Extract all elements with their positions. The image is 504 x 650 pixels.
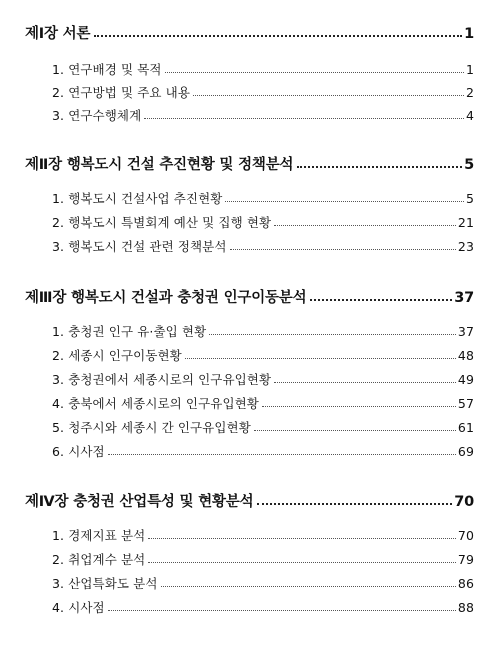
- toc-chapter-1[interactable]: [25, 22, 474, 43]
- toc-item[interactable]: [52, 394, 474, 412]
- dot-leader: [310, 298, 452, 301]
- toc-item[interactable]: [52, 237, 474, 255]
- toc-item[interactable]: [52, 526, 474, 544]
- item-page-number: 21: [457, 215, 474, 230]
- item-title: 2. 세종시 인구이동현황: [52, 348, 182, 363]
- dot-leader: [254, 429, 456, 431]
- item-page-number: 88: [457, 600, 474, 615]
- toc-item[interactable]: [52, 574, 474, 592]
- dot-leader: [193, 94, 464, 96]
- toc-item[interactable]: [52, 370, 474, 388]
- item-title: 5. 청주시와 세종시 간 인구유입현황: [52, 420, 251, 435]
- toc-item[interactable]: [52, 322, 474, 340]
- item-page-number: 23: [457, 239, 474, 254]
- item-title: 4. 시사점: [52, 600, 105, 615]
- item-title: 2. 취업계수 분석: [52, 552, 146, 567]
- chapter-page-number: 37: [454, 290, 474, 306]
- dot-leader: [161, 585, 456, 587]
- toc-chapter-3[interactable]: [25, 286, 474, 307]
- item-title: 2. 연구방법 및 주요 내용: [52, 85, 190, 100]
- chapter-title: 제Ⅱ장 행복도시 건설 추진현황 및 정책분석: [25, 157, 294, 173]
- dot-leader: [148, 561, 456, 563]
- toc-item[interactable]: [52, 418, 474, 436]
- item-title: 3. 산업특화도 분석: [52, 576, 158, 591]
- dot-leader: [144, 117, 464, 119]
- toc-item[interactable]: [52, 442, 474, 460]
- dot-leader: [148, 537, 456, 539]
- item-page-number: 5: [465, 191, 474, 206]
- item-page-number: 69: [457, 444, 474, 459]
- dot-leader: [108, 609, 456, 611]
- toc-item[interactable]: [52, 60, 474, 78]
- toc-item[interactable]: [52, 550, 474, 568]
- item-title: 3. 행복도시 건설 관련 정책분석: [52, 239, 227, 254]
- item-title: 3. 연구수행체계: [52, 108, 142, 123]
- dot-leader: [185, 357, 456, 359]
- item-page-number: 57: [457, 396, 474, 411]
- item-page-number: 4: [465, 108, 474, 123]
- item-page-number: 48: [457, 348, 474, 363]
- item-title: 1. 경제지표 분석: [52, 528, 146, 543]
- dot-leader: [230, 248, 456, 250]
- item-page-number: 49: [457, 372, 474, 387]
- toc-item[interactable]: [52, 346, 474, 364]
- item-page-number: 61: [457, 420, 474, 435]
- dot-leader: [257, 502, 452, 505]
- toc-chapter-2[interactable]: [25, 153, 474, 174]
- toc-item[interactable]: [52, 106, 474, 124]
- item-page-number: 37: [457, 324, 474, 339]
- item-page-number: 70: [457, 528, 474, 543]
- toc-item[interactable]: [52, 213, 474, 231]
- item-title: 2. 행복도시 특별회계 예산 및 집행 현황: [52, 215, 272, 230]
- item-page-number: 1: [465, 62, 474, 77]
- dot-leader: [274, 381, 456, 383]
- chapter-title: 제Ⅲ장 행복도시 건설과 충청권 인구이동분석: [25, 290, 307, 306]
- chapter-page-number: 5: [464, 157, 474, 173]
- toc-item[interactable]: [52, 83, 474, 101]
- item-page-number: 2: [465, 85, 474, 100]
- dot-leader: [108, 453, 456, 455]
- chapter-title: 제Ⅰ장 서론: [25, 26, 91, 42]
- dot-leader: [94, 34, 462, 37]
- item-page-number: 86: [457, 576, 474, 591]
- toc-item[interactable]: [52, 598, 474, 616]
- dot-leader: [274, 224, 456, 226]
- item-title: 4. 충북에서 세종시로의 인구유입현황: [52, 396, 259, 411]
- chapter-page-number: 1: [464, 26, 474, 42]
- dot-leader: [209, 333, 456, 335]
- item-page-number: 79: [457, 552, 474, 567]
- dot-leader: [262, 405, 456, 407]
- toc-chapter-4[interactable]: [25, 490, 474, 511]
- item-title: 3. 충청권에서 세종시로의 인구유입현황: [52, 372, 272, 387]
- toc-item[interactable]: [52, 189, 474, 207]
- item-title: 6. 시사점: [52, 444, 105, 459]
- chapter-title: 제Ⅳ장 충청권 산업특성 및 현황분석: [25, 494, 254, 510]
- item-title: 1. 행복도시 건설사업 추진현황: [52, 191, 223, 206]
- item-title: 1. 연구배경 및 목적: [52, 62, 162, 77]
- item-title: 1. 충청권 인구 유·출입 현황: [52, 324, 207, 339]
- dot-leader: [165, 71, 464, 73]
- dot-leader: [225, 200, 463, 202]
- chapter-page-number: 70: [454, 494, 474, 510]
- dot-leader: [297, 165, 462, 168]
